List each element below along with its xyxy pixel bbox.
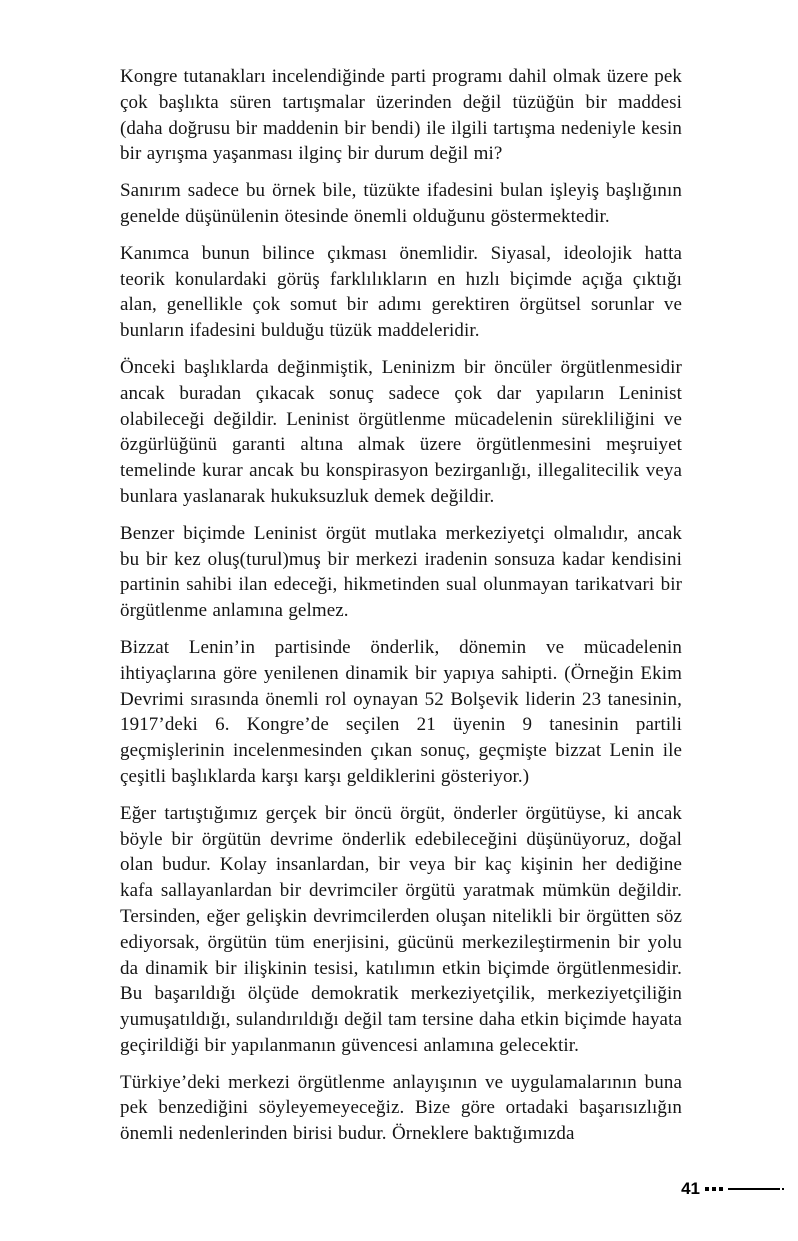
ornament-dot-icon	[782, 1188, 784, 1190]
ornament-square-icon	[719, 1187, 723, 1191]
paragraph-4: Önceki başlıklarda değinmiştik, Leninizm bir öncüler örgütlenmesidir ancak buradan çıkacak sonuç sadece çok dar yapıların Leninist olabileceği değildir. Leninist örgütlenme mücadelenin sürekliliğini ve özgürlüğünü garanti altına almak üzere örgütlenmesini meşruiyet temelinde kurar ancak bu konspirasyon bezirganlığı, illegalitecilik veya bunlara yaslanarak hukuksuzluk demek değildir.	[120, 356, 682, 507]
footer-ornament-icon	[705, 1187, 784, 1191]
paragraph-2: Sanırım sadece bu örnek bile, tüzükte ifadesini bulan işleyiş başlığının genelde düşünülenin ötesinde önemli olduğunu göstermektedir.	[120, 180, 682, 227]
paragraph-3: Kanımca bunun bilince çıkması önemlidir. Siyasal, ideolojik hatta teorik konulardaki görüş farklılıkların en hızlı biçimde açığa çıktığı alan, genellikle çok somut bir adımı gerektiren örgütsel sorunlar ve bunların ifadesini bulduğu tüzük maddeleridir.	[120, 242, 682, 342]
paragraph-7: Eğer tartıştığımız gerçek bir öncü örgüt, önderler örgütüyse, ki ancak böyle bir örgütün devrime önderlik edebileceğini düşünüyoruz, doğal olan budur. Kolay insanlardan, bir veya bir kaç kişinin her dediğine kafa sallayanlardan bir devrimciler örgütü yaratmak mümkün değildir. Tersinden, eğer gelişkin devrimcilerden oluşan nitelikli bir örgütten söz ediyorsak, örgütün tüm enerjisini, gücünü merkezileştirmenin bir yolu da dinamik bir ilişkinin tesisi, katılımın etkin biçimde örgütlenmesidir. Bu başarıldığı ölçüde demokratik merkeziyetçilik, merkeziyetçiliğin yumuşatıldığı, sulandırıldığı değil tam tersine daha etkin biçimde hayata geçirildiği bir yapılanmanın güvencesi anlamına gelecektir.	[120, 802, 682, 1056]
page-footer	[681, 1179, 784, 1199]
body-text	[120, 64, 682, 1158]
ornament-rule-icon	[728, 1188, 780, 1190]
paragraph-5: Benzer biçimde Leninist örgüt mutlaka merkeziyetçi olmalıdır, ancak bu bir kez oluş(turul)muş bir merkezi iradenin sonsuza kadar kendisini partinin sahibi ilan edeceği, hikmetinden sual olunmayan tarikatvari bir örgütlenme anlamına gelmez.	[120, 522, 682, 622]
paragraph-6: Bizzat Lenin’in partisinde önderlik, dönemin ve mücadelenin ihtiyaçlarına göre yenilenen dinamik bir yapıya sahipti. (Örneğin Ekim Devrimi sırasında önemli rol oynayan 52 Bolşevik liderin 23 tanesinin, 1917’deki 6. Kongre’de seçilen 21 üyenin 9 tanesinin partili geçmişlerinin incelenmesinden çıkan sonuç, geçmişte bizzat Lenin ile çeşitli başlıklarda karşı karşı geldiklerini gösteriyor.)	[120, 636, 682, 787]
ornament-square-icon	[712, 1187, 716, 1191]
paragraph-1: Kongre tutanakları incelendiğinde parti programı dahil olmak üzere pek çok başlıkta süren tartışmalar üzerinden değil tüzüğün bir maddesi (daha doğrusu bir maddenin bir bendi) ile ilgili tartışma nedeniyle kesin bir ayrışma yaşanması ilginç bir durum değil mi?	[120, 66, 682, 165]
ornament-square-icon	[705, 1187, 709, 1191]
paragraph-8: Türkiye’deki merkezi örgütlenme anlayışının ve uygulamalarının buna pek benzediğini söyleyemeyeceğiz. Bize göre ortadaki başarısızlığın önemli nedenlerinden birisi budur. Örneklere baktığımızda	[120, 1071, 682, 1145]
page-number: 41	[681, 1179, 700, 1198]
